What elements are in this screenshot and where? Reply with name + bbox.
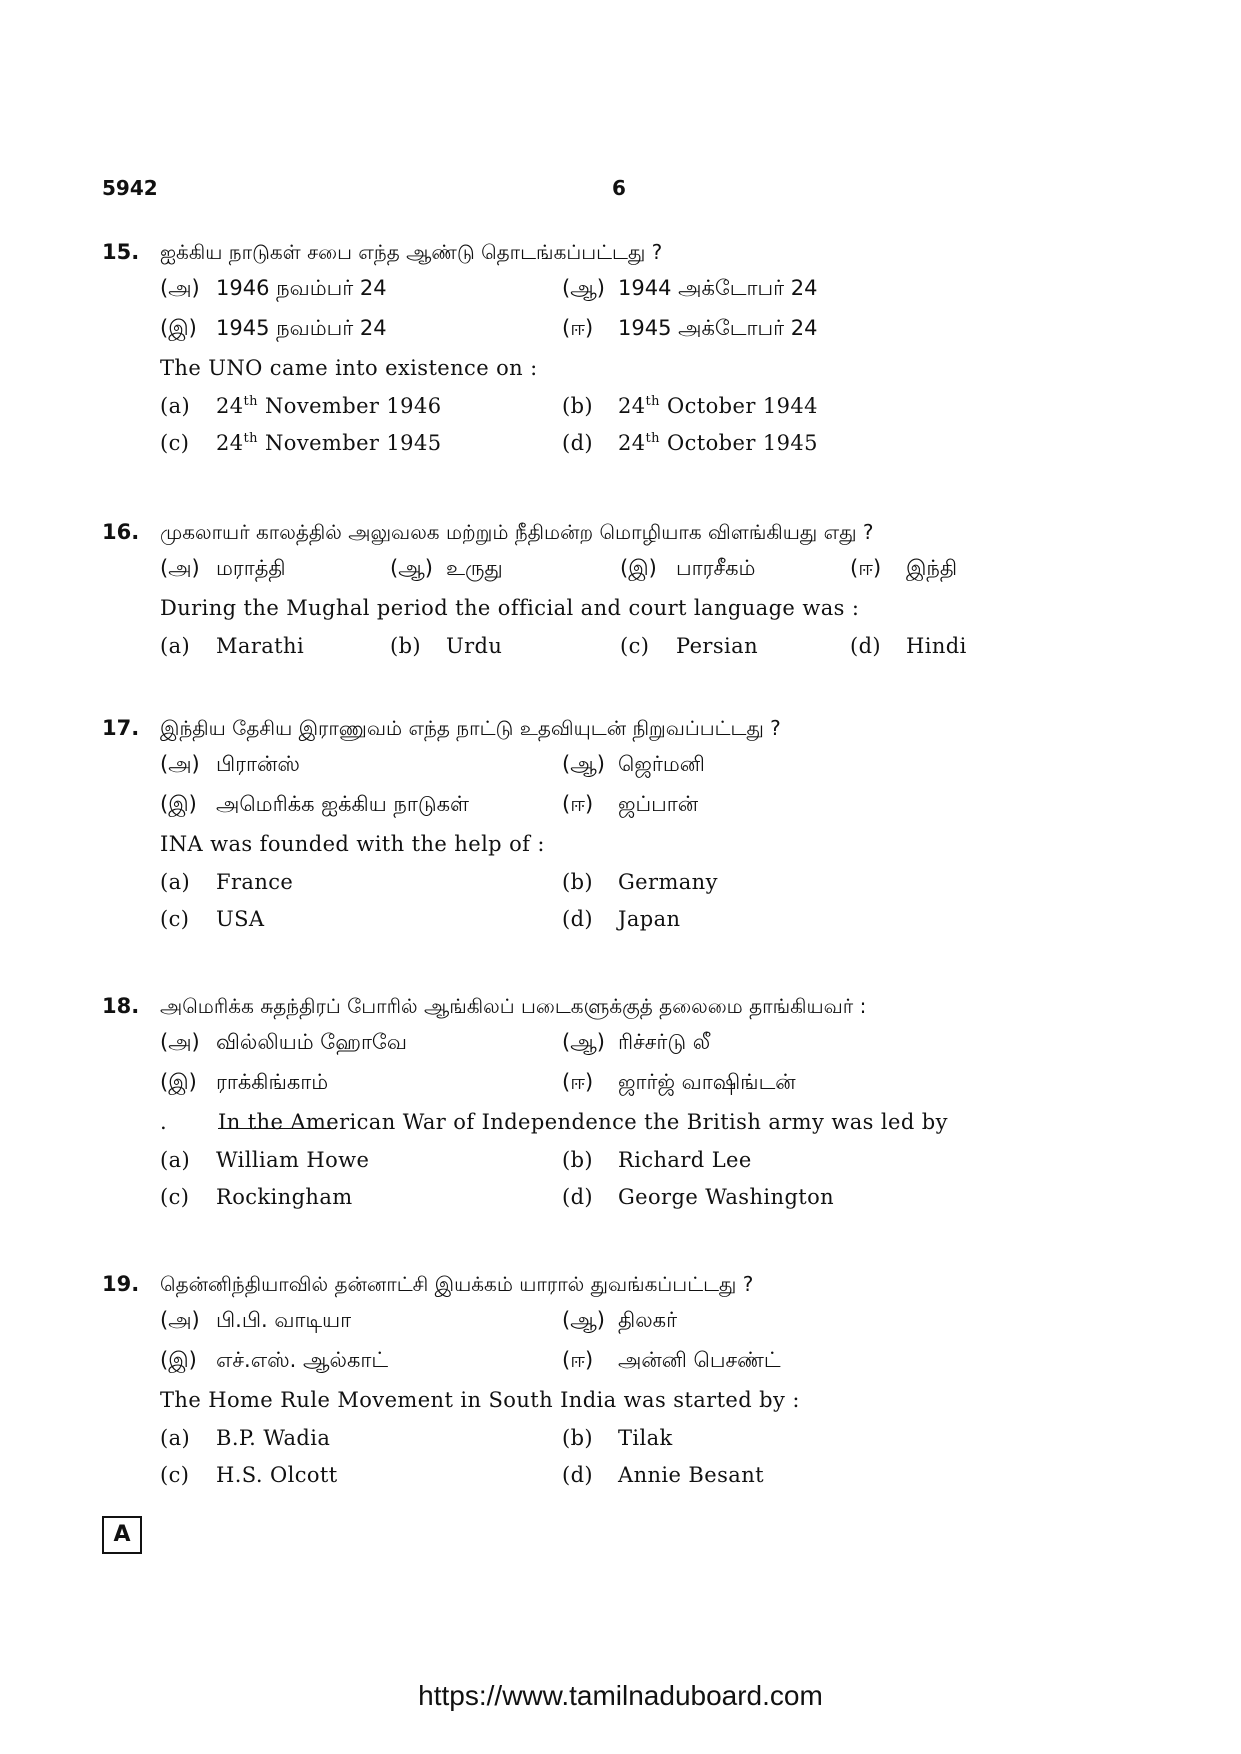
tamil-option-a: (அ) வில்லியம் ஹோவே xyxy=(160,1030,407,1054)
paper-code: 5942 xyxy=(102,176,158,200)
tamil-option-c: (இ) அமெரிக்க ஐக்கிய நாடுகள் xyxy=(160,792,469,816)
tamil-option-c: (இ) பாரசீகம் xyxy=(620,556,756,580)
tamil-option-c: (இ) ராக்கிங்காம் xyxy=(160,1070,329,1094)
english-option-a: (a) William Howe xyxy=(160,1148,370,1172)
tamil-option-b: (ஆ) உருது xyxy=(390,556,503,580)
tamil-option-c: (இ) எச்.எஸ். ஆல்காட் xyxy=(160,1348,389,1372)
question-16 xyxy=(102,520,1102,671)
english-option-c: (c) 24th November 1945 xyxy=(160,431,442,455)
tamil-option-c: (இ) 1945 நவம்பர் 24 xyxy=(160,316,387,340)
english-question: During the Mughal period the official and court language was : xyxy=(160,596,860,620)
tamil-option-d: (ஈ) 1945 அக்டோபர் 24 xyxy=(562,316,818,340)
tamil-question: தென்னிந்தியாவில் தன்னாட்சி இயக்கம் யாரால் துவங்கப்பட்டது ? xyxy=(160,1272,754,1296)
tamil-option-d: (ஈ) இந்தி xyxy=(850,556,958,580)
tamil-option-b: (ஆ) ஜெர்மனி xyxy=(562,752,705,776)
tamil-option-d: (ஈ) ஜார்ஜ் வாஷிங்டன் xyxy=(562,1070,796,1094)
english-option-d: (d) Hindi xyxy=(850,634,967,658)
tamil-option-d: (ஈ) ஜப்பான் xyxy=(562,792,699,816)
question-15 xyxy=(102,240,1102,468)
question-number: 16. xyxy=(102,520,140,544)
english-option-b: (b) Urdu xyxy=(390,634,503,658)
english-option-b: (b) Richard Lee xyxy=(562,1148,752,1172)
question-number: 19. xyxy=(102,1272,140,1296)
tamil-option-b: (ஆ) திலகர் xyxy=(562,1308,678,1332)
tamil-option-a: (அ) பிரான்ஸ் xyxy=(160,752,300,776)
english-option-d: (d) Annie Besant xyxy=(562,1463,764,1487)
tamil-question: இந்திய தேசிய இராணுவம் எந்த நாட்டு உதவியுடன் நிறுவப்பட்டது ? xyxy=(160,716,781,740)
question-number: 15. xyxy=(102,240,140,264)
english-option-c: (c) H.S. Olcott xyxy=(160,1463,338,1487)
english-option-a: (a) Marathi xyxy=(160,634,305,658)
english-option-a: (a) B.P. Wadia xyxy=(160,1426,331,1450)
tamil-option-a: (அ) 1946 நவம்பர் 24 xyxy=(160,276,387,300)
english-option-d: (d) Japan xyxy=(562,907,681,931)
tamil-option-a: (அ) மராத்தி xyxy=(160,556,286,580)
page-header xyxy=(102,176,1139,206)
english-option-c: (c) Persian xyxy=(620,634,758,658)
question-19 xyxy=(102,1272,1102,1500)
tamil-question: அமெரிக்க சுதந்திரப் போரில் ஆங்கிலப் படைகளுக்குத் தலைமை தாங்கியவர் : xyxy=(160,994,867,1018)
english-option-c: (c) Rockingham xyxy=(160,1185,353,1209)
english-question: The Home Rule Movement in South India was started by : xyxy=(160,1388,800,1412)
english-option-b: (b) Tilak xyxy=(562,1426,673,1450)
english-option-b: (b) 24th October 1944 xyxy=(562,394,818,418)
english-option-d: (d) George Washington xyxy=(562,1185,835,1209)
version-box: A xyxy=(102,1516,142,1554)
footer-url: https://www.tamilnaduboard.com xyxy=(418,1680,823,1711)
tamil-option-b: (ஆ) ரிச்சர்டு லீ xyxy=(562,1030,711,1054)
tamil-option-a: (அ) பி.பி. வாடியா xyxy=(160,1308,352,1332)
english-option-b: (b) Germany xyxy=(562,870,718,894)
english-question: INA was founded with the help of : xyxy=(160,832,545,856)
question-number: 18. xyxy=(102,994,140,1018)
english-question: In the American War of Independence the British army was led by . xyxy=(160,1110,948,1134)
page-number: 6 xyxy=(612,176,626,200)
question-18 xyxy=(102,994,1102,1222)
tamil-question: ஐக்கிய நாடுகள் சபை எந்த ஆண்டு தொடங்கப்பட்டது ? xyxy=(160,240,663,264)
tamil-question: முகலாயர் காலத்தில் அலுவலக மற்றும் நீதிமன்ற மொழியாக விளங்கியது எது ? xyxy=(160,520,874,544)
answer-blank xyxy=(218,1110,336,1129)
english-option-c: (c) USA xyxy=(160,907,265,931)
question-17 xyxy=(102,716,1102,944)
english-option-d: (d) 24th October 1945 xyxy=(562,431,818,455)
english-option-a: (a) France xyxy=(160,870,294,894)
tamil-option-d: (ஈ) அன்னி பெசண்ட் xyxy=(562,1348,781,1372)
question-number: 17. xyxy=(102,716,140,740)
english-option-a: (a) 24th November 1946 xyxy=(160,394,442,418)
tamil-option-b: (ஆ) 1944 அக்டோபர் 24 xyxy=(562,276,818,300)
english-question: The UNO came into existence on : xyxy=(160,356,538,380)
